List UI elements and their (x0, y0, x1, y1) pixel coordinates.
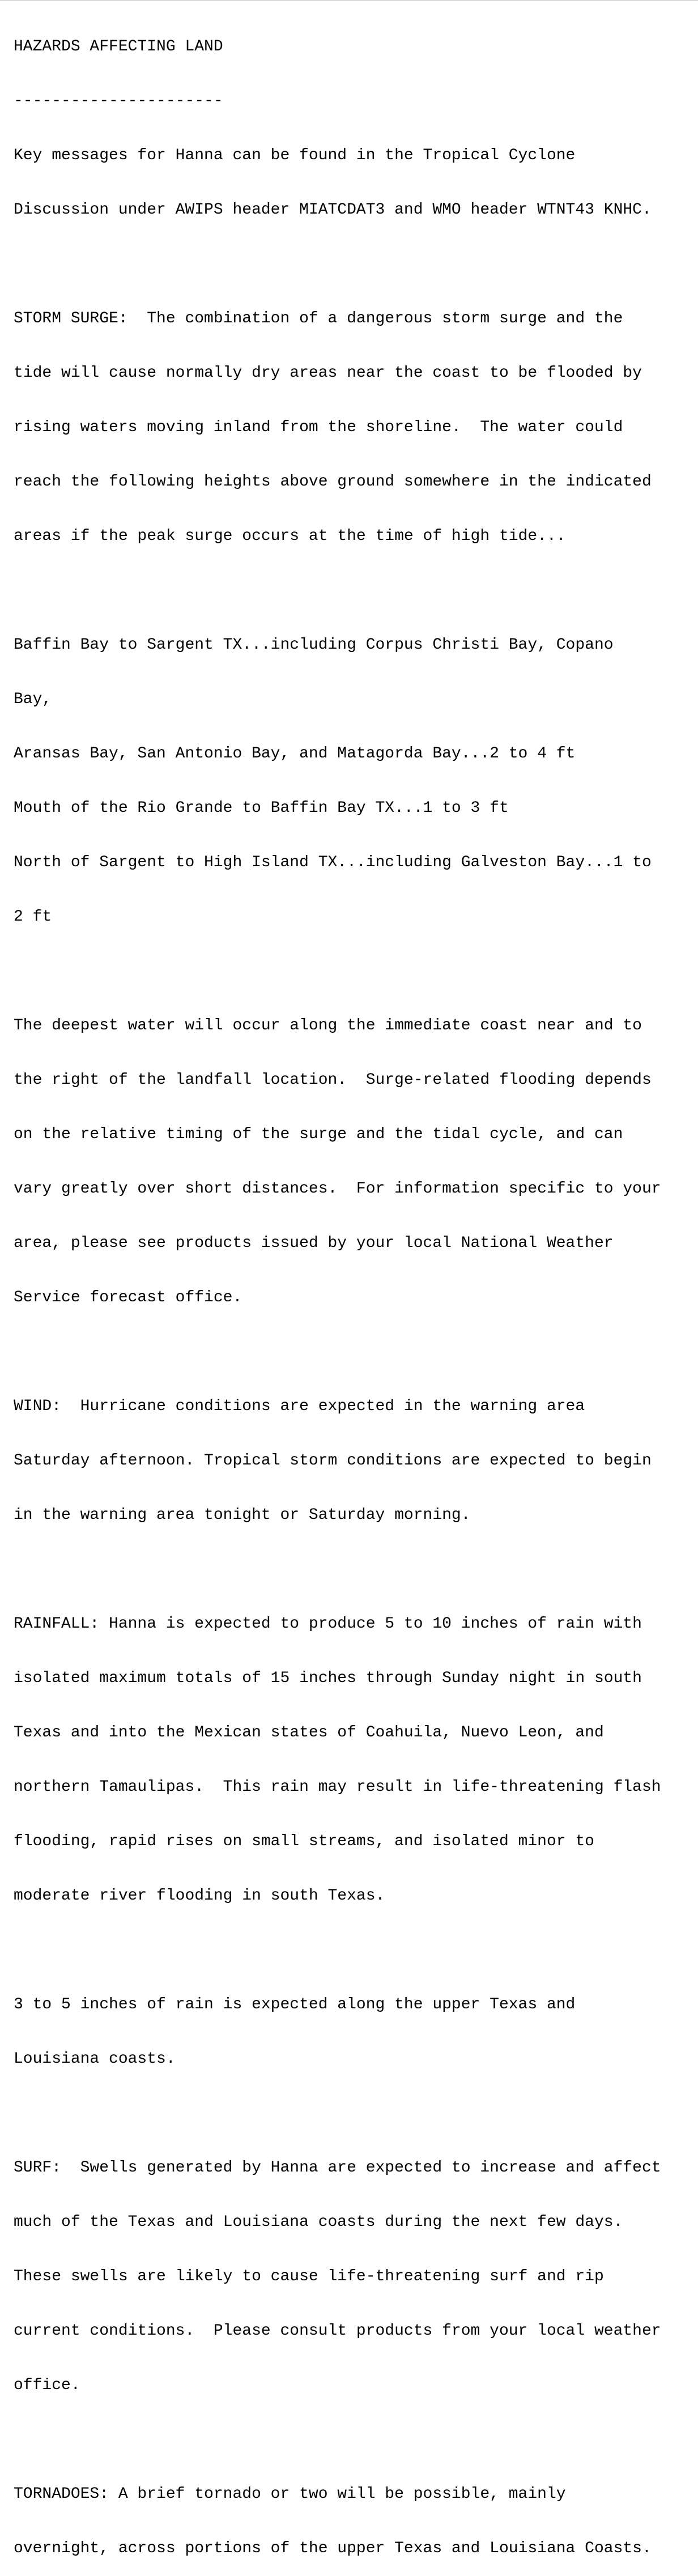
blank-line (14, 1941, 661, 1960)
text-line: Louisiana coasts. (14, 2050, 176, 2068)
text-line: in the warning area tonight or Saturday morning. (14, 1506, 471, 1524)
wind-line: WIND: Hurricane conditions are expected in the warning area (14, 1398, 585, 1415)
text-line: isolated maximum totals of 15 inches through Sunday night in south (14, 1670, 642, 1687)
surge-area-line: North of Sargent to High Island TX...including Galveston Bay...1 to (14, 854, 652, 871)
surge-area-line: 2 ft (14, 908, 52, 926)
surge-area-line: Aransas Bay, San Antonio Bay, and Matagorda Bay...2 to 4 ft (14, 745, 576, 763)
text-line: current conditions. Please consult products from your local weather (14, 2322, 661, 2340)
text-line: 3 to 5 inches of rain is expected along the upper Texas and (14, 1996, 576, 2013)
surge-area-line: Mouth of the Rio Grande to Baffin Bay TX...1 to 3 ft (14, 799, 509, 817)
text-line: reach the following heights above ground somewhere in the indicated (14, 473, 652, 491)
text-line: vary greatly over short distances. For information specific to your (14, 1180, 661, 1198)
rainfall-line: RAINFALL: Hanna is expected to produce 5 to 10 inches of rain with (14, 1615, 642, 1633)
text-line: overnight, across portions of the upper Texas and Louisiana Coasts. (14, 2540, 652, 2557)
heading-underline: ---------------------- (14, 92, 223, 110)
text-line: Key messages for Hanna can be found in the Tropical Cyclone (14, 147, 576, 164)
text-line: The deepest water will occur along the immediate coast near and to (14, 1017, 642, 1034)
blank-line (14, 256, 661, 274)
surge-area-line: Bay, (14, 691, 52, 708)
surge-area-line: Baffin Bay to Sargent TX...including Corpus Christi Bay, Copano (14, 636, 614, 654)
text-line: Service forecast office. (14, 1289, 242, 1306)
blank-line (14, 582, 661, 600)
text-line: These swells are likely to cause life-threatening surf and rip (14, 2268, 604, 2285)
text-line: moderate river flooding in south Texas. (14, 1887, 385, 1905)
tornadoes-line: TORNADOES: A brief tornado or two will be possible, mainly (14, 2485, 566, 2503)
blank-line (14, 1343, 661, 1361)
surf-line: SURF: Swells generated by Hanna are expected to increase and affect (14, 2159, 661, 2177)
text-line: Discussion under AWIPS header MIATCDAT3 and WMO header WTNT43 KNHC. (14, 201, 652, 219)
text-line: tide will cause normally dry areas near the coast to be flooded by (14, 364, 642, 382)
hazards-text-document (14, 2, 661, 2576)
text-line: on the relative timing of the surge and the tidal cycle, and can (14, 1126, 623, 1143)
text-line: Saturday afternoon. Tropical storm conditions are expected to begin (14, 1452, 652, 1470)
blank-line (14, 2431, 661, 2449)
text-line: office. (14, 2377, 80, 2394)
text-line: much of the Texas and Louisiana coasts during the next few days. (14, 2213, 623, 2231)
text-line: flooding, rapid rises on small streams, and isolated minor to (14, 1833, 594, 1850)
blank-line (14, 1561, 661, 1579)
text-line: Texas and into the Mexican states of Coahuila, Nuevo Leon, and (14, 1724, 604, 1742)
text-line: rising waters moving inland from the shoreline. The water could (14, 419, 623, 436)
blank-line (14, 2105, 661, 2123)
blank-line (14, 963, 661, 981)
section-heading: HAZARDS AFFECTING LAND (14, 38, 223, 56)
text-line: area, please see products issued by your local National Weather (14, 1234, 614, 1252)
text-line: the right of the landfall location. Surge-related flooding depends (14, 1071, 652, 1089)
text-line: areas if the peak surge occurs at the time of high tide... (14, 527, 566, 545)
storm-surge-line: STORM SURGE: The combination of a dangerous storm surge and the (14, 310, 623, 327)
text-line: northern Tamaulipas. This rain may result in life-threatening flash (14, 1778, 661, 1796)
